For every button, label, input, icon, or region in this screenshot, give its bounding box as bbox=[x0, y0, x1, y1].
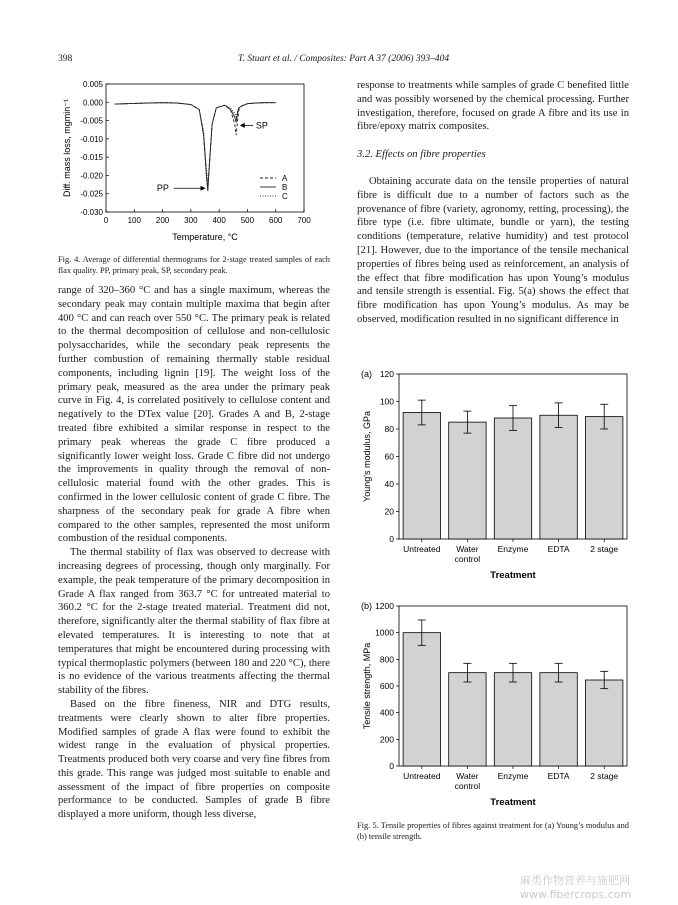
legend-label-C: C bbox=[282, 192, 288, 201]
x-tick-label: control bbox=[454, 554, 481, 564]
x-tick-label: EDTA bbox=[547, 544, 570, 554]
running-title: T. Stuart et al. / Composites: Part A 37 (2006) 393–404 bbox=[238, 54, 450, 64]
left-column bbox=[58, 284, 330, 822]
legend-label-A: A bbox=[282, 174, 288, 183]
watermark: 麻类作物营养与施肥网 www.fibercrops.com bbox=[520, 874, 632, 901]
y-tick-label: 200 bbox=[379, 734, 394, 745]
bar-3 bbox=[494, 418, 531, 539]
series-line-B bbox=[115, 103, 276, 194]
figure-5-caption: Fig. 5. Tensile properties of fibres against treatment for (a) Young’s modulus and (b) tensile strength. bbox=[357, 821, 629, 841]
y-tick-label: 100 bbox=[379, 396, 394, 407]
y-tick-label: -0.010 bbox=[80, 134, 103, 144]
y-tick-label: 0 bbox=[389, 761, 394, 771]
x-tick-label: Untreated bbox=[403, 544, 441, 554]
y-tick-label: -0.030 bbox=[80, 208, 103, 217]
x-axis-label: Temperature, °C bbox=[172, 232, 238, 242]
annotation-pp-arrowhead bbox=[201, 186, 206, 191]
panel-label: (b) bbox=[361, 601, 372, 611]
y-tick-label: -0.005 bbox=[80, 116, 103, 126]
y-tick-label: 1200 bbox=[375, 601, 394, 611]
y-tick-label: 80 bbox=[384, 424, 394, 434]
section-heading: 3.2. Effects on fibre properties bbox=[357, 149, 486, 161]
series-line-C bbox=[115, 103, 276, 185]
annotation-sp-arrowhead bbox=[240, 123, 245, 128]
x-tick-label: control bbox=[454, 781, 481, 791]
y-tick-label: 120 bbox=[379, 369, 394, 379]
y-tick-label: 20 bbox=[384, 506, 394, 517]
x-tick-label: Enzyme bbox=[497, 771, 529, 781]
x-tick-label: 600 bbox=[269, 216, 283, 225]
y-tick-label: -0.015 bbox=[80, 153, 103, 163]
y-tick-label: 800 bbox=[379, 654, 394, 665]
bar-4 bbox=[540, 673, 577, 766]
figure-5a-youngs-modulus bbox=[357, 362, 637, 588]
right-column bbox=[357, 79, 629, 327]
x-axis-label: Treatment bbox=[490, 570, 536, 581]
x-tick-label: 200 bbox=[155, 216, 170, 225]
y-axis-label: Young's modulus, GPa bbox=[362, 411, 372, 502]
panel-label: (a) bbox=[361, 369, 372, 379]
y-axis-label: Diff. mass loss, mgmin⁻¹ bbox=[62, 98, 72, 198]
figure-4-thermogram bbox=[58, 76, 338, 246]
series-line-A bbox=[115, 103, 276, 190]
x-tick-label: 400 bbox=[212, 216, 226, 225]
bar-1 bbox=[403, 413, 440, 540]
x-tick-label: 2 stage bbox=[590, 544, 619, 554]
bar-5 bbox=[586, 680, 623, 766]
y-tick-label: 400 bbox=[379, 707, 394, 718]
x-tick-label: Untreated bbox=[403, 771, 441, 781]
left-paragraph-2: The thermal stability of flax was observed to decrease with increasing degrees of processing, though only marginally. For example, the peak temperature of the primary decomposition in Grade A flax ranged from 363.7 °C for untreated material to 360.2 °C for the 2-stage treated material. Treatment did not, therefore, significantly alter the thermal stability of flax fibre at elevated temperatures. It is interesting to note that at temperatures that might be encountered during processing with typical thermoplastic polymers (between 180 and 220 °C), there is no evidence of the various treatments affecting the thermal stability of the fibres. bbox=[58, 547, 330, 697]
y-tick-label: 0.000 bbox=[82, 98, 103, 108]
x-tick-label: EDTA bbox=[547, 771, 570, 781]
figure-4-caption: Fig. 4. Average of differential thermograms for 2-stage treated samples of each flax quality. PP, primary peak, SP, secondary peak. bbox=[58, 255, 330, 275]
x-tick-label: Water bbox=[456, 771, 479, 781]
legend-label-B: B bbox=[282, 183, 288, 192]
y-tick-label: 0.005 bbox=[82, 80, 103, 89]
x-axis-label: Treatment bbox=[490, 797, 536, 808]
y-tick-label: 1000 bbox=[375, 627, 394, 638]
y-tick-label: 60 bbox=[384, 451, 394, 462]
y-tick-label: -0.020 bbox=[80, 171, 103, 181]
left-paragraph-1: range of 320–360 °C and has a single maximum, whereas the secondary peak may contain multiple maxima that begin after 400 °C and can reach over 550 °C. The primary peak is related to the thermal decomposition of cellulose and non-cellulosic polysaccharides, while the secondary peak represents the further combustion of remaining thermally stable residual components, including lignin [19]. The weight loss of the primary peak, measured as the area under the primary peak curve in Fig. 4, is correlated positively to cellulose content and negatively to the DTex value [20]. Grades A and B, 2-stage treated fibre exhibited a similar response in respect to the primary peak whereas the grade C fibre produced a significantly lower weight loss. Grade C fibre did not undergo the improvements in quality through the removal of non-cellulosic material found with the other grades. This is confirmed in the lower cellulosic content of grade C fibre. The sharpness of the secondary peak for grade A fibre when compared to the other samples, represented the most uniform combustion of the residual components. bbox=[58, 285, 330, 545]
y-tick-label: 0 bbox=[389, 534, 394, 544]
figure-5b-tensile-strength bbox=[357, 594, 637, 812]
x-tick-label: 2 stage bbox=[590, 771, 619, 781]
y-axis-label: Tensile strength, MPa bbox=[362, 642, 372, 730]
annotation-pp: PP bbox=[156, 183, 169, 194]
x-tick-label: 100 bbox=[127, 216, 141, 225]
x-tick-label: 700 bbox=[297, 216, 311, 225]
x-tick-label: Enzyme bbox=[497, 544, 529, 554]
x-tick-label: 500 bbox=[240, 216, 255, 225]
bar-2 bbox=[449, 422, 486, 539]
right-paragraph-main: Obtaining accurate data on the tensile properties of natural fibre is difficult due to a number of factors such as the provenance of fibre (variety, agronomy, retting, processing), the fibre type (i.e. fibre ultimate, bundle or yarn), the testing conditions (temperature, relative humidity) and test protocol [21]. However, due to the importance of the tensile mechanical properties of fibres being used as reinforcement, an analysis of the effect that fibre modification has upon Young’s modulus and tensile strength is essential. Fig. 5(a) shows the effect that fibre modification has upon Young’s modulus. As may be observed, modification resulted in no significant difference in bbox=[357, 175, 629, 325]
bar-2 bbox=[449, 673, 486, 766]
x-tick-label: 300 bbox=[184, 216, 198, 225]
bar-3 bbox=[494, 673, 531, 766]
page-number: 398 bbox=[58, 54, 73, 64]
bar-5 bbox=[586, 417, 623, 539]
annotation-sp: SP bbox=[255, 120, 268, 131]
y-tick-label: -0.025 bbox=[80, 189, 103, 199]
y-tick-label: 40 bbox=[384, 479, 394, 489]
x-tick-label: Water bbox=[456, 544, 479, 554]
x-tick-label: 0 bbox=[103, 216, 109, 225]
bar-4 bbox=[540, 415, 577, 539]
bar-1 bbox=[403, 633, 440, 766]
y-tick-label: 600 bbox=[379, 681, 394, 691]
left-paragraph-3: Based on the fibre fineness, NIR and DTG results, treatments were clearly shown to alter fibre properties. Modified samples of grade A flax were found to exhibit the widest range in the evaluation of physical properties. Treatments produced both very coarse and very fine fibres from this grade. This range was judged most suitable to enable and assessment of the impact of fibre properties on composite performance to be conducted. Samples of grade B fibre displayed a more uniform, though less diverse, bbox=[58, 698, 330, 821]
right-paragraph-top: response to treatments while samples of grade C benefited little and was possibly worsened by the chemical processing. Further investigation, therefore, focused on grade A fibre and its use in fibre/epoxy matrix composites. bbox=[357, 80, 629, 133]
